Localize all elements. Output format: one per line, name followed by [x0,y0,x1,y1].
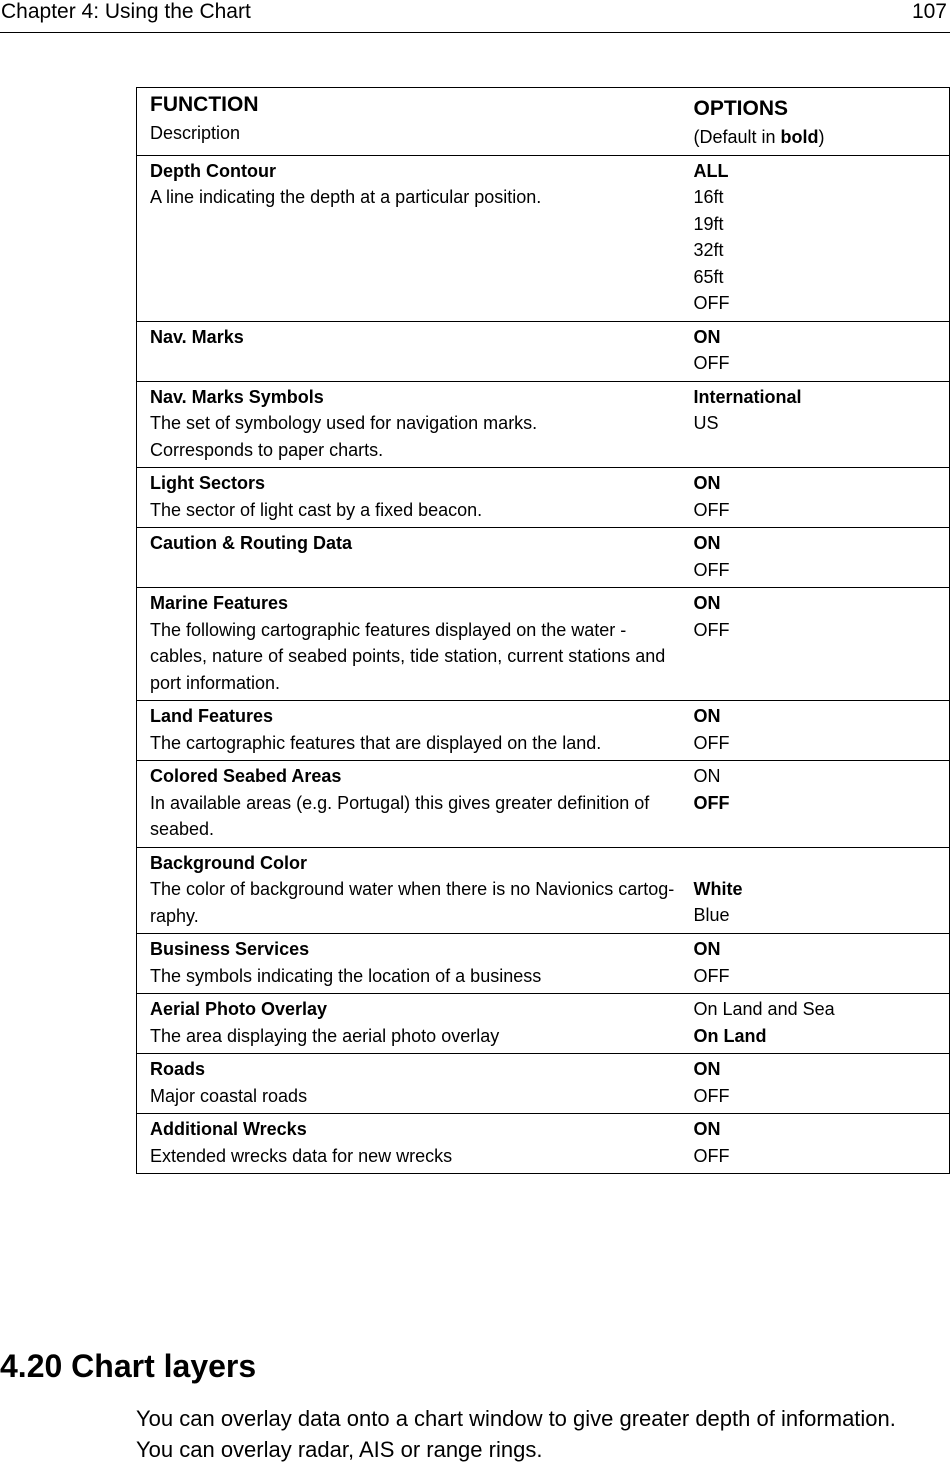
options-cell [680,701,950,761]
default-option: ON [693,533,721,553]
options-cell [680,994,950,1054]
options-column-title: OPTIONS [693,97,789,120]
function-description-line: Extended wrecks data for new wrecks [150,1145,453,1166]
table-row [137,1054,950,1114]
table-row [137,701,950,761]
function-name: Light Sectors [150,473,266,493]
table-row [137,588,950,701]
options-cell [680,761,950,848]
function-name: Business Services [150,939,310,959]
function-description-line: Corresponds to paper charts. [150,439,384,460]
function-cell [137,528,680,588]
default-option: OFF [693,792,730,813]
option: 16ft [693,187,724,207]
function-description-line: In available areas (e.g. Portugal) this gives greater definition of [150,792,650,813]
function-name: Marine Features [150,593,289,613]
table-row [137,847,950,934]
function-cell [137,588,680,701]
function-description-line: cables, nature of seabed points, tide station, current stations and [150,646,666,666]
options-cell [680,528,950,588]
options-column-subtitle [694,124,950,151]
default-option: On Land [693,1025,767,1046]
function-name: Depth Contour [150,160,276,181]
function-cell [137,468,680,528]
table-header-row [137,88,950,156]
function-cell [137,321,680,381]
table-row [137,468,950,528]
default-option: ON [693,473,721,493]
function-description-line: The sector of light cast by a fixed beacon. [150,499,483,520]
table-row [137,934,950,994]
function-cell [137,1054,680,1114]
options-spacer [694,850,950,876]
function-cell [137,701,680,761]
function-description-line: The following cartographic features displayed on the water - [150,619,627,640]
options-cell [680,934,950,994]
chart-functions-table [136,87,950,1174]
table-row [137,381,950,468]
options-cell [680,588,950,701]
option: OFF [693,559,730,580]
options-cell [680,847,950,934]
option: 32ft [693,240,724,260]
function-name: Additional Wrecks [150,1119,307,1139]
option: OFF [693,353,730,373]
options-cell [680,381,950,468]
section-body: You can overlay data onto a chart window to give greater depth of information. You can overlay radar, AIS or range rings. [136,1406,896,1462]
option: OFF [693,619,730,640]
option: OFF [693,499,730,520]
option: OFF [693,965,730,986]
function-description-line: port information. [150,672,281,693]
default-option: ON [693,706,721,726]
page-number: 107 [911,0,947,23]
options-cell [680,155,950,321]
function-cell [137,155,680,321]
function-column-subtitle: Description [150,123,241,143]
options-header-cell [680,88,950,156]
option: 65ft [693,266,724,287]
option: ON [693,766,721,786]
function-description-line: Major coastal roads [150,1085,308,1106]
default-option: ON [693,1119,721,1139]
option: US [693,413,719,433]
option: OFF [693,1145,730,1166]
options-cell [680,1054,950,1114]
table-row [137,321,950,381]
function-column-title: FUNCTION [150,93,259,116]
function-description-line: raphy. [150,905,199,926]
function-name: Caution & Routing Data [150,533,352,553]
option: Blue [693,905,730,925]
table-row [137,1114,950,1174]
table-row [137,155,950,321]
options-cell [680,1114,950,1174]
function-header-cell [137,88,680,156]
default-option: ON [693,939,721,959]
function-description-line: A line indicating the depth at a particular position. [150,187,542,207]
function-description-line: The area displaying the aerial photo overlay [150,1025,500,1046]
section-heading: 4.20 Chart layers [0,1348,257,1384]
function-description-line: seabed. [150,819,215,839]
default-option: International [693,386,802,407]
page-header [0,0,950,33]
function-name: Land Features [150,706,274,726]
function-cell [137,381,680,468]
options-cell [680,321,950,381]
option: On Land and Sea [693,999,835,1019]
options-subtitle-prefix: (Default in [693,127,781,147]
function-cell [137,934,680,994]
table-row [137,761,950,848]
default-option: ON [693,593,721,613]
table-row [137,994,950,1054]
function-description-line: The symbols indicating the location of a business [150,965,542,986]
function-description-line: The set of symbology used for navigation marks. [150,413,538,433]
function-cell [137,994,680,1054]
option: OFF [693,732,730,753]
function-name: Colored Seabed Areas [150,766,342,786]
options-subtitle-bold: bold [780,127,819,147]
option: 19ft [693,213,724,234]
default-option: ALL [693,160,729,181]
option: OFF [693,1085,730,1106]
default-option: ON [693,1059,721,1079]
options-subtitle-suffix: ) [818,127,825,147]
function-name: Background Color [150,852,308,873]
chapter-title: Chapter 4: Using the Chart [1,0,251,23]
table-row [137,528,950,588]
function-cell [137,847,680,934]
option: OFF [693,293,730,313]
function-description-line: The color of background water when there is no Navionics cartog- [150,879,675,899]
options-cell [680,468,950,528]
function-name: Nav. Marks Symbols [150,386,324,407]
function-cell [137,761,680,848]
function-cell [137,1114,680,1174]
function-name: Roads [150,1059,206,1079]
function-name: Aerial Photo Overlay [150,999,328,1019]
function-name: Nav. Marks [150,326,244,347]
function-description-line: The cartographic features that are displayed on the land. [150,732,602,753]
default-option: White [693,878,743,899]
default-option: ON [693,326,721,347]
